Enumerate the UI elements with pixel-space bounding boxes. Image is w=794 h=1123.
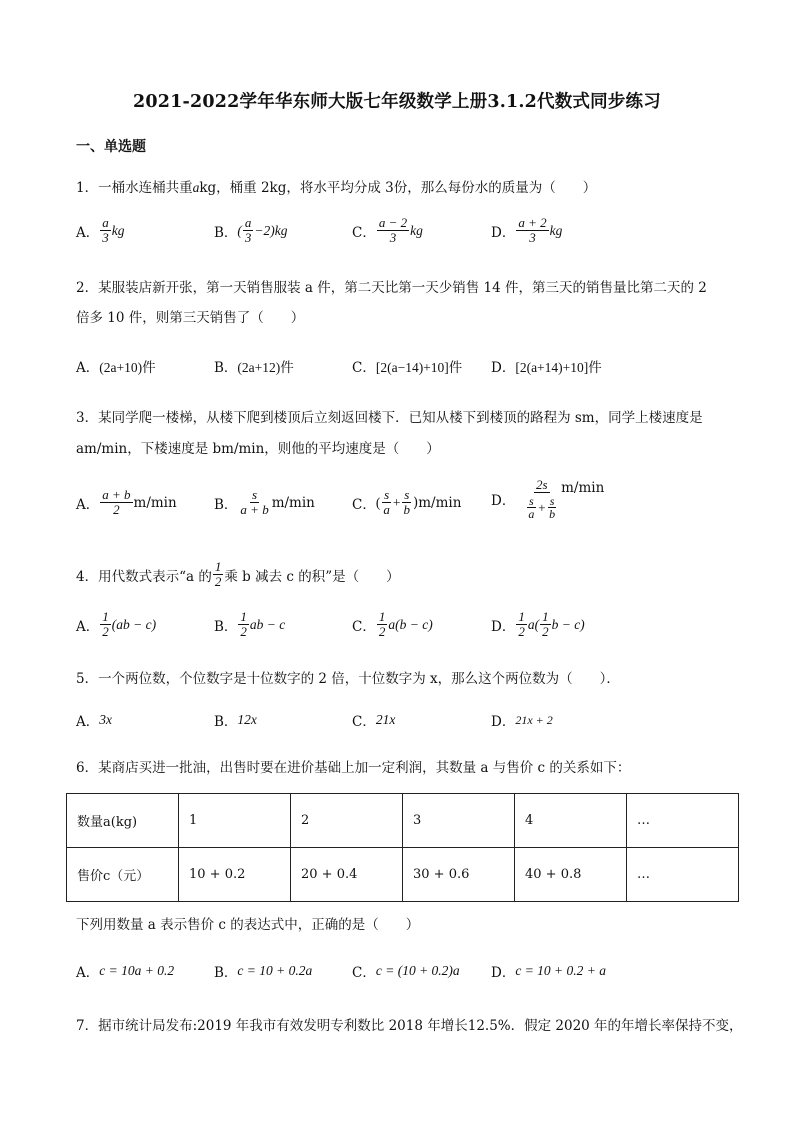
q4-option-b[interactable]: B． $\frac{1}{2}$ ab − c bbox=[214, 609, 286, 639]
question-4: 4．用代数式表示“a 的 $\frac{1}{2}$ 乘 b 减去 c 的积”是（ ） bbox=[76, 559, 400, 589]
table-cell: … bbox=[627, 848, 739, 902]
table-cell: 售价c（元） bbox=[67, 848, 179, 902]
q2-option-c[interactable]: C． [2(a−14)+10]件 bbox=[352, 360, 463, 376]
table-cell: 30 + 0.6 bbox=[403, 848, 515, 902]
table-cell: 2 bbox=[291, 794, 403, 848]
q3-option-a[interactable]: A． $\frac{a + b}{2}$ m/min bbox=[76, 487, 177, 517]
fraction: $\frac{a + b}{2}$ bbox=[102, 487, 131, 517]
question-3-line-2: am/min，下楼速度是 bm/min，则他的平均速度是（ ） bbox=[76, 441, 440, 457]
q1-text-b: kg，桶重 2kg，将水平均分成 3份，那么每份水的质量为（ ） bbox=[199, 180, 597, 196]
q5-option-b[interactable]: B． 12x bbox=[214, 712, 257, 730]
fraction: $\frac{a}{3}$ bbox=[244, 215, 252, 245]
table-cell: 20 + 0.4 bbox=[291, 848, 403, 902]
fraction: $\frac{s}{b}$ bbox=[549, 494, 556, 521]
q5-option-d[interactable]: D． 21x + 2 bbox=[491, 712, 553, 730]
table-cell: 数量a(kg) bbox=[67, 794, 179, 848]
q3-option-b[interactable]: B． $\frac{s}{a + b}$ m/min bbox=[214, 487, 315, 517]
q5-option-a[interactable]: A． 3x bbox=[76, 712, 112, 730]
section-heading: 一、单选题 bbox=[76, 139, 146, 155]
q4-option-a[interactable]: A． $\frac{1}{2}$ (ab − c) bbox=[76, 609, 157, 639]
table-cell: … bbox=[627, 794, 739, 848]
q4-option-c[interactable]: C． $\frac{1}{2}$ a(b − c) bbox=[352, 609, 433, 639]
fraction: $\frac{1}{2}$ bbox=[378, 609, 386, 639]
q2-option-d[interactable]: D． [2(a+14)+10]件 bbox=[491, 360, 602, 376]
document-title: 2021-2022学年华东师大版七年级数学上册3.1.2代数式同步练习 bbox=[133, 92, 661, 112]
fraction: $\frac{1}{2}$ bbox=[240, 609, 247, 639]
question-1 bbox=[76, 176, 596, 196]
fraction: $\frac{1}{2}$ bbox=[518, 609, 525, 639]
q6-option-b[interactable]: B． c = 10 + 0.2a bbox=[214, 963, 313, 981]
fraction: $\frac{1}{2}$ bbox=[542, 609, 549, 639]
question-5: 5．一个两位数，个位数字是十位数字的 2 倍，十位数字为 x，那么这个两位数为（ ）． bbox=[76, 671, 620, 687]
q1-option-a[interactable]: A． $\frac{a}{3}$ kg bbox=[76, 215, 125, 245]
q1-option-d[interactable]: D． $\frac{a + 2}{3}$ kg bbox=[491, 215, 563, 245]
question-7: 7．据市统计局发布:2019 年我市有效发明专利数比 2018 年增长12.5%．假定 2020 年的年增长率保持不变， bbox=[76, 1018, 743, 1034]
table-cell: 1 bbox=[179, 794, 291, 848]
fraction: $\frac{s}{a}$ bbox=[383, 487, 390, 517]
table-cell: 3 bbox=[403, 794, 515, 848]
q1-var: a bbox=[192, 180, 200, 195]
q6-option-a[interactable]: A． c = 10a + 0.2 bbox=[76, 963, 175, 981]
fraction: $\frac{a}{3}$ bbox=[102, 215, 109, 245]
quantity-price-table bbox=[66, 793, 739, 902]
fraction: $\frac{a - 2}{3}$ bbox=[378, 215, 408, 245]
table-cell: 40 + 0.8 bbox=[515, 848, 627, 902]
question-3-line-1: 3．某同学爬一楼梯，从楼下爬到楼顶后立刻返回楼下．已知从楼下到楼顶的路程为 sm，同学上楼速度是 bbox=[76, 410, 703, 426]
fraction: $\frac{a + 2}{3}$ bbox=[518, 215, 547, 245]
question-6: 6．某商店买进一批油，出售时要在进价基础上加一定利润，其数量 a 与售价 c 的关系如下： bbox=[76, 760, 631, 776]
fraction: $\frac{s}{b}$ bbox=[403, 487, 410, 517]
table-cell: 10 + 0.2 bbox=[179, 848, 291, 902]
q2-option-a[interactable]: A． (2a+10)件 bbox=[76, 360, 156, 376]
q6-option-c[interactable]: C． c = (10 + 0.2)a bbox=[352, 963, 460, 981]
question-6-follow-up: 下列用数量 a 表示售价 c 的表达式中，正确的是（ ） bbox=[76, 917, 420, 933]
q3-option-d[interactable]: D． 2s $\frac{s}{a}$ + $\frac{s}{b}$ m/min bbox=[491, 477, 605, 521]
table-row bbox=[67, 848, 739, 902]
table-cell: 4 bbox=[515, 794, 627, 848]
compound-fraction: 2s $\frac{s}{a}$ + $\frac{s}{b}$ bbox=[528, 477, 556, 521]
q3-option-c[interactable]: C． ( $\frac{s}{a}$ + $\frac{s}{b}$ )m/min bbox=[352, 487, 462, 517]
q2-option-b[interactable]: B． (2a+12)件 bbox=[214, 360, 294, 376]
q1-option-b[interactable]: B． ( $\frac{a}{3}$ −2)kg bbox=[214, 215, 288, 245]
fraction: $\frac{1}{2}$ bbox=[214, 559, 222, 589]
q1-option-c[interactable]: C． $\frac{a - 2}{3}$ kg bbox=[352, 215, 423, 245]
question-2-line-2: 倍多 10 件，则第三天销售了（ ） bbox=[76, 310, 305, 326]
q6-option-d[interactable]: D． c = 10 + 0.2 + a bbox=[491, 963, 607, 981]
question-2-line-1: 2．某服装店新开张，第一天销售服装 a 件，第二天比第一天少销售 14 件，第三天的销售量比第二天的 2 bbox=[76, 280, 707, 296]
table-row bbox=[67, 794, 739, 848]
fraction: $\frac{s}{a + b}$ bbox=[240, 487, 269, 517]
q1-text-a: 1．一桶水连桶共重 bbox=[76, 180, 193, 196]
fraction: $\frac{s}{a}$ bbox=[528, 494, 535, 521]
q4-option-d[interactable]: D． $\frac{1}{2}$ a( $\frac{1}{2}$ b − c) bbox=[491, 609, 585, 639]
fraction: $\frac{1}{2}$ bbox=[102, 609, 109, 639]
q5-option-c[interactable]: C． 21x bbox=[352, 712, 396, 730]
